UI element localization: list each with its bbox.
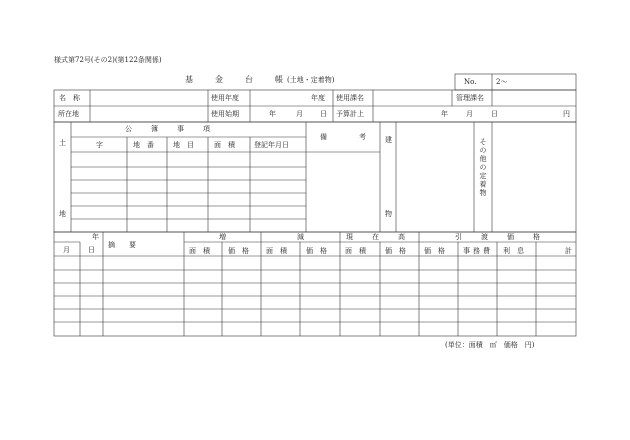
location-label: 所在地 [58,110,79,118]
name-field[interactable] [91,91,207,105]
increase-price: 価 格 [228,247,249,255]
land-side-bottom: 地 [59,210,66,218]
current-header: 現 在 高 [346,233,411,241]
start-month-suffix: 月 [296,110,303,118]
building-side-top: 建 [385,136,392,144]
biko-header: 備 考 [320,133,372,141]
interest-col: 利 息 [503,247,524,255]
ledger-year: 年 [92,233,99,241]
name-label: 名 称 [59,94,80,102]
no-label: No. [464,78,477,86]
mgmt-dept-label: 管理課名 [456,94,484,102]
use-year-label: 使用年度 [211,94,239,102]
no-value: 2〜 [496,78,508,86]
col-menseki: 面 積 [214,141,235,149]
budget-day-suffix: 日 [491,110,498,118]
ledger-day: 日 [88,246,95,254]
decrease-header: 減 [297,233,304,241]
title-char-1: 基 [185,75,200,84]
use-start-label: 使用始期 [211,110,239,118]
title-char-4: 帳 [275,75,290,84]
unit-note: (単位：面積 ㎡ 価格 円) [445,341,535,349]
transfer-price-col: 価 格 [424,247,445,255]
budget-year-suffix: 年 [441,110,448,118]
col-toki: 登記年月日 [254,141,289,149]
col-aza: 字 [96,141,103,149]
transfer-price-header: 引 渡 価 格 [455,233,546,241]
start-day-suffix: 日 [320,110,327,118]
ledger-title [185,76,290,84]
ledger-summary: 摘 要 [108,241,136,249]
ledger-title-suffix: (土地・定着物) [287,76,335,84]
mgmt-dept-field[interactable] [493,91,575,105]
using-dept-field[interactable] [374,91,451,105]
col-chimoku: 地 目 [173,141,194,149]
other-fixtures-label: その他の定着物 [479,138,487,198]
registry-header: 公 簿 事 項 [125,125,216,133]
budget-field[interactable] [374,107,575,121]
budget-yen-suffix: 円 [563,110,570,118]
start-year-suffix: 年 [269,110,276,118]
current-area: 面 積 [345,247,366,255]
office-fee-col: 事務費 [463,247,493,255]
location-field[interactable] [91,107,207,121]
ledger-month: 月 [63,246,70,254]
increase-header: 増 [219,233,226,241]
increase-area: 面 積 [189,247,210,255]
form-reference: 様式第72号(その2)(第122条関係) [54,56,162,64]
using-dept-label: 使用課名 [336,94,364,102]
building-side-bottom: 物 [385,210,392,218]
total-col: 計 [565,247,572,255]
budget-month-suffix: 月 [466,110,473,118]
land-side-top: 土 [59,139,66,147]
title-char-3: 台 [245,75,260,84]
decrease-area: 面 積 [266,247,287,255]
current-price: 価 格 [385,247,406,255]
col-chiban: 地 番 [133,141,154,149]
budget-label: 予算計上 [336,110,364,118]
use-year-field[interactable] [251,91,307,105]
year-suffix: 年度 [311,94,325,102]
title-char-2: 金 [215,75,230,84]
decrease-price: 価 格 [306,247,327,255]
